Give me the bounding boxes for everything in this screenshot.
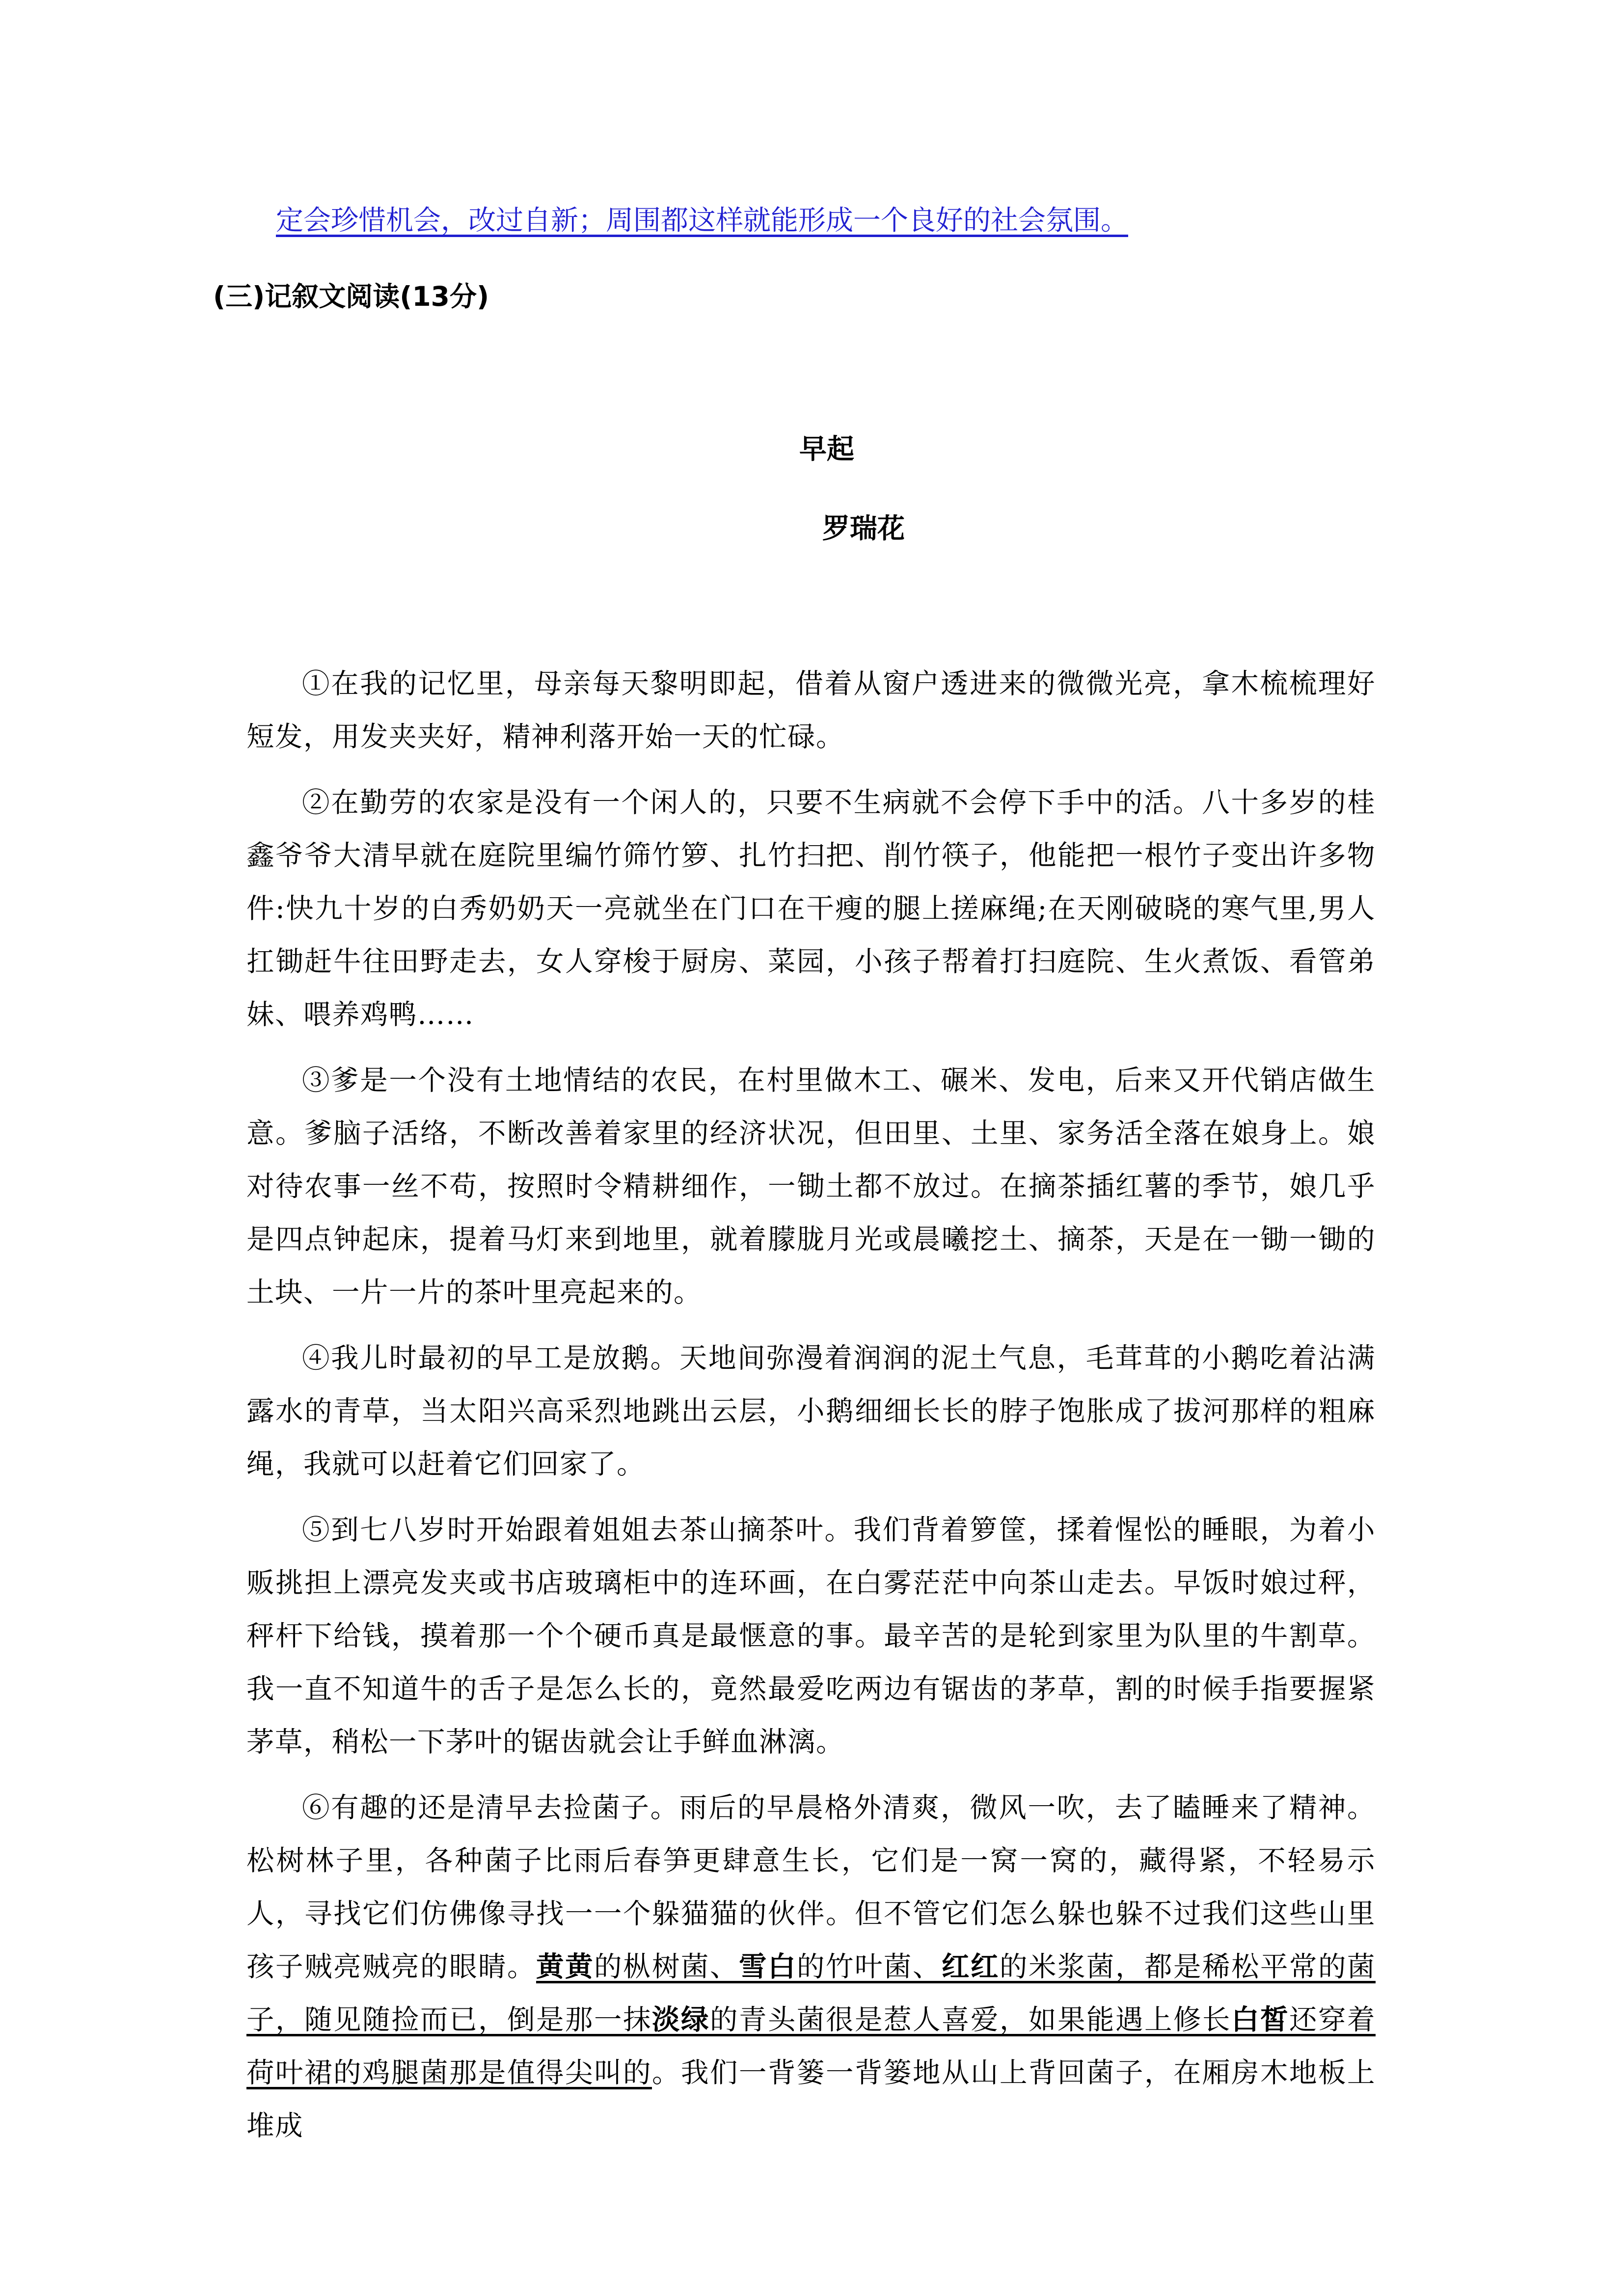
paragraph-4: ④我儿时最初的早工是放鹅。天地间弥漫着润润的泥土气息，毛茸茸的小鹅吃着沾满露水的青草，当太阳兴高采烈地跳出云层，小鹅细细长长的脖子饱胀成了拔河那样的粗麻绳，我就可以赶着它们回家了。 — [246, 1342, 1376, 1480]
paragraph-2: ②在勤劳的农家是没有一个闲人的，只要不生病就不会停下手中的活。八十多岁的桂鑫爷爷大清早就在庭院里编竹筛竹箩、扎竹扫把、削竹筷子，他能把一根竹子变出许多物件:快九十岁的白秀奶奶天一亮就坐在门口在干瘦的腿上搓麻绳;在天刚破晓的寒气里,男人扛锄赶牛往田野走去，女人穿梭于厨房、菜园，小孩子帮着打扫庭院、生火煮饭、看管弟妹、喂养鸡鸭…… — [246, 787, 1376, 1031]
underlined-text: 的米浆菌，都是稀松平常的菌子，随见随捡而已，倒是那一抹 — [246, 1951, 1376, 2036]
answer-text-link[interactable]: 定会珍惜机会，改过自新；周围都这样就能形成一个良好的社会氛围。 — [276, 205, 1128, 237]
article-body — [246, 658, 1376, 2165]
paragraph-1: ①在我的记忆里，母亲每天黎明即起，借着从窗户透进来的微微光亮，拿木梳梳理好短发，用发夹夹好，精神利落开始一天的忙碌。 — [246, 668, 1376, 753]
article-title: 早起 — [799, 433, 854, 465]
underlined-text: 的青头菌很是惹人喜爱，如果能遇上修长 — [710, 2004, 1231, 2036]
article-author: 罗瑞花 — [822, 513, 905, 545]
paragraph-5: ⑤到七八岁时开始跟着姐姐去茶山摘茶叶。我们背着箩筐，揉着惺忪的睡眼，为着小贩挑担上漂亮发夹或书店玻璃柜中的连环画，在白雾茫茫中向茶山走去。早饭时娘过秤，秤杆下给钱，摸着那一个个硬币真是最惬意的事。最辛苦的是轮到家里为队里的牛割草。我一直不知道牛的舌子是怎么长的，竟然最爱吃两边有锯齿的茅草，割的时候手指要握紧茅草，稍松一下茅叶的锯齿就会让手鲜血淋漓。 — [246, 1514, 1376, 1758]
emphasis-word: 白皙 — [1231, 2004, 1289, 2036]
emphasis-word: 淡绿 — [652, 2004, 710, 2036]
paragraph-6 — [246, 1782, 1376, 2153]
emphasis-word: 红红 — [942, 1951, 1000, 1983]
section-heading: (三)记叙文阅读(13分) — [213, 281, 489, 312]
underlined-text: 的枞树菌、 — [594, 1951, 739, 1983]
paragraph-6-tail: 。我们一背篓一背篓地从山上背回菌子，在厢房木地板上堆成 — [246, 2057, 1376, 2142]
underlined-text: 的竹叶菌、 — [797, 1951, 942, 1983]
emphasis-word: 黄黄 — [536, 1951, 594, 1983]
emphasis-word: 雪白 — [739, 1951, 797, 1983]
paragraph-6-lead: ⑥有趣的还是清早去捡菌子。雨后的早晨格外清爽，微风一吹，去了瞌睡来了精神。松树林子里，各种菌子比雨后春笋更肆意生长，它们是一窝一窝的，藏得紧，不轻易示人，寻找它们仿佛像寻找一一个躲猫猫的伙伴。但不管它们怎么躲也躲不过我们这些山里孩子贼亮贼亮的眼睛。 — [246, 1792, 1376, 1983]
paragraph-3: ③爹是一个没有土地情结的农民，在村里做木工、碾米、发电，后来又开代销店做生意。爹脑子活络，不断改善着家里的经济状况，但田里、土里、家务活全落在娘身上。娘对待农事一丝不苟，按照时令精耕细作，一锄土都不放过。在摘茶插红薯的季节，娘几乎是四点钟起床，提着马灯来到地里，就着朦胧月光或晨曦挖土、摘茶，天是在一锄一锄的土块、一片一片的茶叶里亮起来的。 — [246, 1065, 1376, 1308]
underlined-text: 还穿着荷叶裙的鸡腿菌那是值得尖叫的 — [246, 2004, 1376, 2089]
